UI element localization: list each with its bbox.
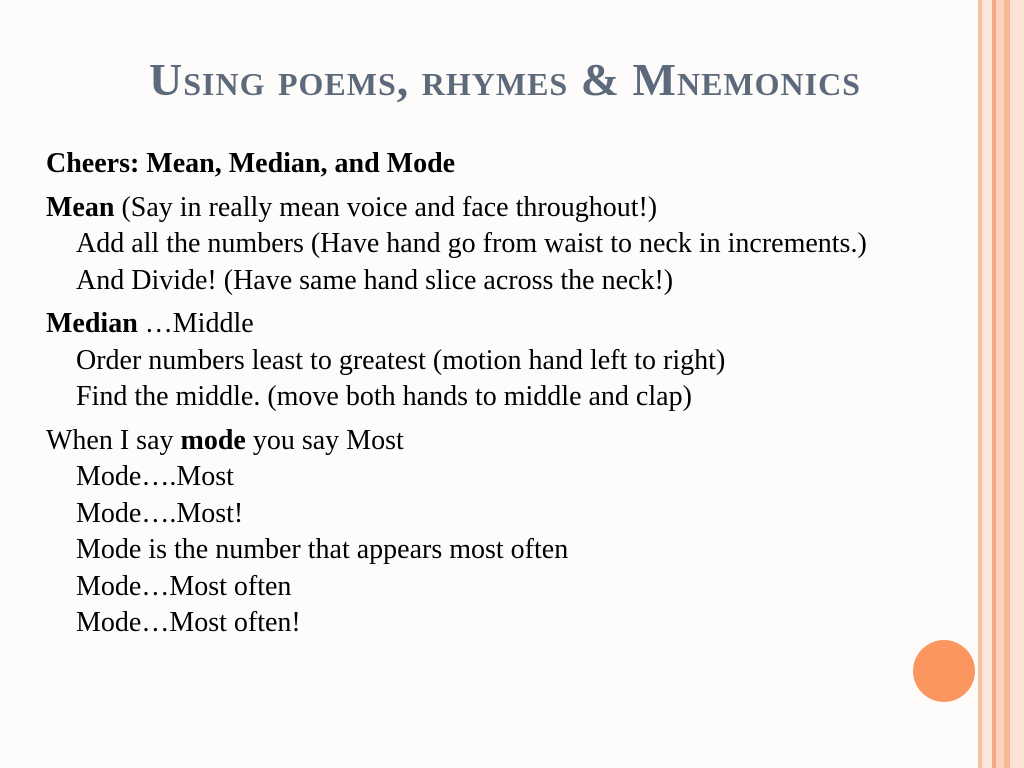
mode-chant-line: Mode…Most often <box>76 570 292 602</box>
median-step: Find the middle. (move both hands to middle and clap) <box>76 381 692 412</box>
median-label: Median <box>46 308 138 339</box>
mode-chant-line: Mode….Most <box>76 461 234 492</box>
cheers-label: Cheers: Mean, Median, and Mode <box>46 148 456 179</box>
mean-section <box>46 190 946 300</box>
mode-chant-line: Mode…Most often! <box>76 607 301 638</box>
mode-suffix: you say Most <box>245 424 404 456</box>
mean-step: And Divide! (Have same hand slice across the neck!) <box>76 264 674 296</box>
mean-step: Add all the numbers (Have hand go from waist to neck in increments.) <box>76 228 867 259</box>
mode-prefix: When I say <box>46 424 181 456</box>
mode-chant-line: Mode….Most! <box>76 497 244 529</box>
mode-section <box>46 423 946 642</box>
decorative-stripe <box>996 0 1004 768</box>
mean-intro: (Say in really mean voice and face throughout!) <box>114 191 658 223</box>
mode-word: mode <box>180 424 246 456</box>
mode-chant-line: Mode is the number that appears most often <box>76 534 569 565</box>
median-intro: …Middle <box>137 308 254 339</box>
decorative-stripe <box>982 0 992 768</box>
decorative-circle <box>913 640 975 702</box>
slide-body <box>46 146 946 649</box>
slide-title: Using poems, rhymes & Mnemonics <box>149 54 861 105</box>
cheers-heading <box>46 146 946 183</box>
mean-label: Mean <box>46 191 115 223</box>
median-step: Order numbers least to greatest (motion hand left to right) <box>76 344 726 376</box>
median-section <box>46 306 946 416</box>
decorative-stripe <box>1010 0 1024 768</box>
